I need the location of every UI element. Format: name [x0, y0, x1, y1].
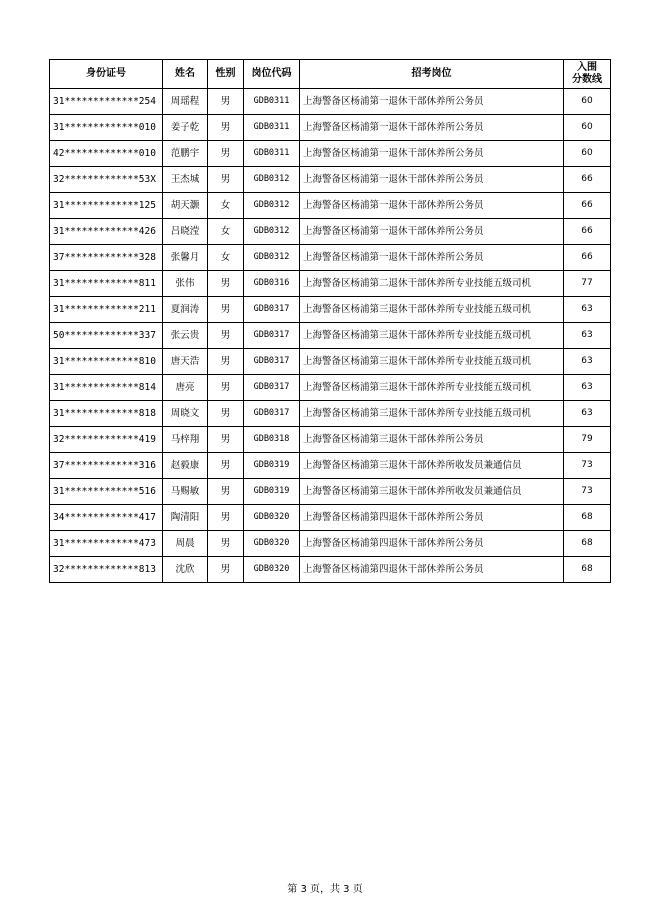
cell-score-line: 63 [564, 297, 611, 323]
cell-gender: 男 [208, 453, 244, 479]
table-row [50, 557, 611, 583]
cell-post: 上海警备区杨浦第四退休干部休养所公务员 [300, 505, 564, 531]
cell-gender: 女 [208, 193, 244, 219]
cell-post-code: GDB0312 [244, 219, 300, 245]
cell-post: 上海警备区杨浦第四退休干部休养所公务员 [300, 557, 564, 583]
cell-post: 上海警备区杨浦第三退休干部休养所收发员兼通信员 [300, 479, 564, 505]
table-row [50, 115, 611, 141]
cell-id-number: 31*************814 [50, 375, 163, 401]
cell-post: 上海警备区杨浦第一退休干部休养所公务员 [300, 245, 564, 271]
cell-name: 张伟 [163, 271, 208, 297]
cell-post-code: GDB0311 [244, 89, 300, 115]
table-row [50, 167, 611, 193]
cell-score-line: 73 [564, 453, 611, 479]
cell-name: 唐亮 [163, 375, 208, 401]
cell-score-line: 60 [564, 141, 611, 167]
cell-gender: 男 [208, 531, 244, 557]
cell-score-line: 66 [564, 167, 611, 193]
table-row [50, 219, 611, 245]
cell-post: 上海警备区杨浦第一退休干部休养所公务员 [300, 193, 564, 219]
cell-gender: 男 [208, 349, 244, 375]
cell-post-code: GDB0317 [244, 349, 300, 375]
cell-post: 上海警备区杨浦第一退休干部休养所公务员 [300, 89, 564, 115]
cell-post-code: GDB0317 [244, 375, 300, 401]
cell-post: 上海警备区杨浦第一退休干部休养所公务员 [300, 219, 564, 245]
cell-id-number: 31*************254 [50, 89, 163, 115]
cell-id-number: 31*************516 [50, 479, 163, 505]
cell-score-line: 63 [564, 349, 611, 375]
cell-gender: 男 [208, 427, 244, 453]
table-row [50, 479, 611, 505]
table-row [50, 245, 611, 271]
cell-score-line: 60 [564, 115, 611, 141]
cell-id-number: 50*************337 [50, 323, 163, 349]
cell-post: 上海警备区杨浦第三退休干部休养所专业技能五级司机 [300, 401, 564, 427]
cell-name: 姜子乾 [163, 115, 208, 141]
cell-post: 上海警备区杨浦第一退休干部休养所公务员 [300, 167, 564, 193]
cell-id-number: 31*************010 [50, 115, 163, 141]
cell-post-code: GDB0312 [244, 167, 300, 193]
cell-post: 上海警备区杨浦第四退休干部休养所公务员 [300, 531, 564, 557]
cell-gender: 男 [208, 401, 244, 427]
cell-score-line: 66 [564, 245, 611, 271]
cell-gender: 男 [208, 479, 244, 505]
cell-id-number: 32*************813 [50, 557, 163, 583]
table-body [50, 89, 611, 583]
cell-score-line: 63 [564, 401, 611, 427]
cell-name: 马赐敏 [163, 479, 208, 505]
cell-id-number: 37*************316 [50, 453, 163, 479]
cell-name: 夏润涛 [163, 297, 208, 323]
table-row [50, 427, 611, 453]
cell-gender: 男 [208, 115, 244, 141]
cell-post: 上海警备区杨浦第二退休干部休养所专业技能五级司机 [300, 271, 564, 297]
cell-post: 上海警备区杨浦第三退休干部休养所收发员兼通信员 [300, 453, 564, 479]
cell-id-number: 31*************211 [50, 297, 163, 323]
cell-name: 周晨 [163, 531, 208, 557]
cell-gender: 女 [208, 245, 244, 271]
cell-name: 张云贵 [163, 323, 208, 349]
cell-score-line: 73 [564, 479, 611, 505]
cell-name: 张馨月 [163, 245, 208, 271]
cell-post-code: GDB0318 [244, 427, 300, 453]
cell-score-line: 63 [564, 375, 611, 401]
cell-gender: 男 [208, 375, 244, 401]
cell-post: 上海警备区杨浦第三退休干部休养所专业技能五级司机 [300, 297, 564, 323]
cell-post-code: GDB0311 [244, 141, 300, 167]
header-id-number: 身份证号 [50, 60, 163, 89]
cell-name: 陶清阳 [163, 505, 208, 531]
cell-id-number: 32*************419 [50, 427, 163, 453]
cell-name: 周瑶程 [163, 89, 208, 115]
table-row [50, 89, 611, 115]
cell-post-code: GDB0319 [244, 453, 300, 479]
cell-post: 上海警备区杨浦第三退休干部休养所专业技能五级司机 [300, 323, 564, 349]
header-score-line-1: 入围 [577, 62, 597, 73]
cell-id-number: 31*************810 [50, 349, 163, 375]
cell-id-number: 31*************818 [50, 401, 163, 427]
header-score-line-2: 分数线 [572, 74, 602, 85]
table-row [50, 193, 611, 219]
cell-post: 上海警备区杨浦第一退休干部休养所公务员 [300, 141, 564, 167]
table-row [50, 505, 611, 531]
cell-name: 王杰城 [163, 167, 208, 193]
cell-post: 上海警备区杨浦第三退休干部休养所专业技能五级司机 [300, 375, 564, 401]
cell-gender: 女 [208, 219, 244, 245]
header-post: 招考岗位 [300, 60, 564, 89]
cell-post-code: GDB0320 [244, 557, 300, 583]
header-name: 姓名 [163, 60, 208, 89]
table-row [50, 453, 611, 479]
cell-score-line: 66 [564, 193, 611, 219]
cell-id-number: 34*************417 [50, 505, 163, 531]
table-row [50, 531, 611, 557]
table-row [50, 401, 611, 427]
cell-name: 胡天灏 [163, 193, 208, 219]
cell-name: 唐天浩 [163, 349, 208, 375]
cell-score-line: 68 [564, 505, 611, 531]
cell-score-line: 68 [564, 557, 611, 583]
cell-post-code: GDB0320 [244, 531, 300, 557]
cell-post-code: GDB0317 [244, 297, 300, 323]
cell-gender: 男 [208, 141, 244, 167]
cell-gender: 男 [208, 323, 244, 349]
page-footer: 第 3 页，共 3 页 [287, 884, 363, 895]
table-row [50, 141, 611, 167]
cell-score-line: 68 [564, 531, 611, 557]
cell-name: 周晓文 [163, 401, 208, 427]
header-post-code: 岗位代码 [244, 60, 300, 89]
cell-post-code: GDB0319 [244, 479, 300, 505]
cell-score-line: 60 [564, 89, 611, 115]
cell-gender: 男 [208, 271, 244, 297]
header-gender: 性别 [208, 60, 244, 89]
cell-id-number: 31*************811 [50, 271, 163, 297]
results-table [49, 59, 611, 583]
results-table-container [49, 59, 610, 583]
cell-gender: 男 [208, 505, 244, 531]
table-row [50, 323, 611, 349]
cell-gender: 男 [208, 297, 244, 323]
cell-post: 上海警备区杨浦第三退休干部休养所公务员 [300, 427, 564, 453]
cell-post-code: GDB0312 [244, 193, 300, 219]
cell-score-line: 79 [564, 427, 611, 453]
cell-score-line: 66 [564, 219, 611, 245]
cell-id-number: 31*************426 [50, 219, 163, 245]
table-row [50, 375, 611, 401]
cell-gender: 男 [208, 167, 244, 193]
cell-id-number: 31*************125 [50, 193, 163, 219]
cell-score-line: 77 [564, 271, 611, 297]
cell-score-line: 63 [564, 323, 611, 349]
cell-post: 上海警备区杨浦第一退休干部休养所公务员 [300, 115, 564, 141]
cell-id-number: 32*************53X [50, 167, 163, 193]
cell-post-code: GDB0317 [244, 323, 300, 349]
table-header-row [50, 60, 611, 89]
cell-name: 赵毅康 [163, 453, 208, 479]
table-row [50, 297, 611, 323]
cell-name: 沈欣 [163, 557, 208, 583]
cell-name: 马梓翔 [163, 427, 208, 453]
cell-post-code: GDB0320 [244, 505, 300, 531]
cell-post-code: GDB0312 [244, 245, 300, 271]
cell-post-code: GDB0317 [244, 401, 300, 427]
table-row [50, 349, 611, 375]
cell-id-number: 31*************473 [50, 531, 163, 557]
cell-gender: 男 [208, 89, 244, 115]
cell-name: 范鹏宇 [163, 141, 208, 167]
cell-gender: 男 [208, 557, 244, 583]
header-score-line [564, 60, 611, 89]
cell-post-code: GDB0311 [244, 115, 300, 141]
cell-post: 上海警备区杨浦第三退休干部休养所专业技能五级司机 [300, 349, 564, 375]
cell-name: 吕晓滢 [163, 219, 208, 245]
table-row [50, 271, 611, 297]
cell-id-number: 37*************328 [50, 245, 163, 271]
cell-id-number: 42*************010 [50, 141, 163, 167]
cell-post-code: GDB0316 [244, 271, 300, 297]
